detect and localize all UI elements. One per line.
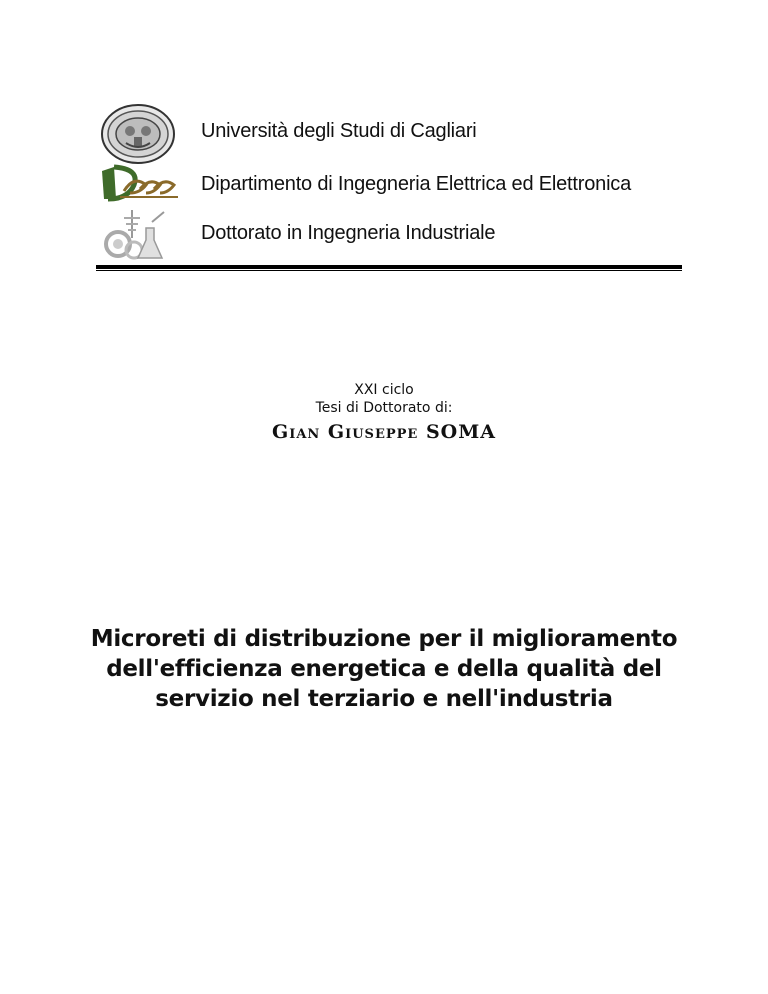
thesis-title [84,624,684,714]
university-name: Università degli Studi di Cagliari [201,120,477,142]
header-divider-thin [96,270,682,271]
thesis-title-line: servizio nel terziario e nell'industria [155,686,613,712]
university-seal-logo [100,103,176,165]
doctoral-cycle: XXI ciclo [354,382,414,398]
author-surname: SOMA [425,421,496,443]
header-divider-thick [96,265,682,269]
diee-department-logo [100,163,180,203]
doctorate-program: Dottorato in Ingegneria Industriale [201,222,496,244]
thesis-title-line: dell'efficienza energetica e della qualità del [106,656,662,682]
department-name: Dipartimento di Ingegneria Elettrica ed Elettronica [201,173,632,195]
author-given-name: Gian Giuseppe [272,421,419,443]
thesis-title-line: Microreti di distribuzione per il miglioramento [90,626,678,652]
author-name [0,421,768,443]
doctorate-logo [100,208,170,262]
thesis-label: Tesi di Dottorato di: [315,400,453,416]
